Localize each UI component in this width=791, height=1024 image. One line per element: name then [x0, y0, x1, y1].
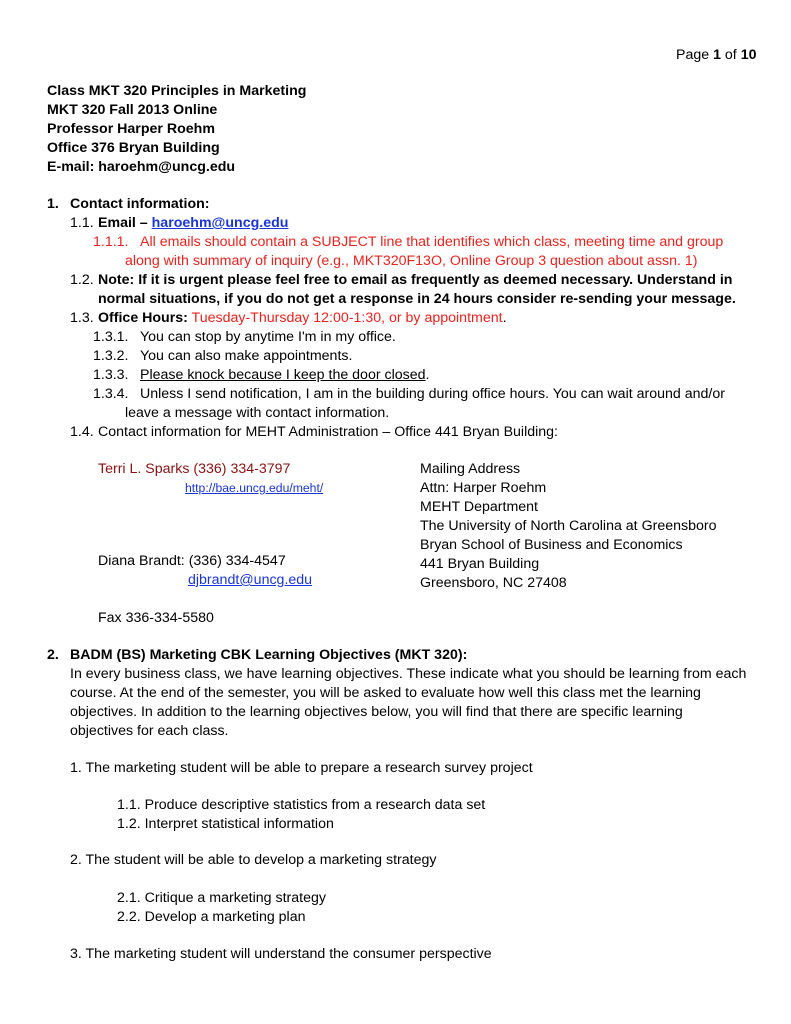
item-1-3-4-line2: leave a message with contact information. [125, 405, 390, 421]
page-number [676, 46, 756, 65]
mailing-address-line: Greensboro, NC 27408 [420, 575, 567, 591]
item-1-2-line1: Note: If it is urgent please feel free to email as frequently as deemed necessary. Understand in [98, 272, 733, 288]
objective-1-2: 1.2. Interpret statistical information [117, 816, 334, 832]
mailing-address-line: MEHT Department [420, 499, 539, 515]
item-1-4: Contact information for MEHT Administration – Office 441 Bryan Building: [98, 424, 558, 440]
email-label: Email – [98, 215, 152, 231]
section1-number: 1. [47, 196, 59, 212]
section1-title: Contact information: [70, 196, 210, 212]
item-1-3 [98, 309, 507, 328]
contact-terri: Terri L. Sparks (336) 334-3797 [98, 461, 291, 477]
item-1-3-3-number: 1.3.3. [93, 367, 129, 383]
mailing-address-line: 441 Bryan Building [420, 556, 540, 572]
item-1-3-2: You can also make appointments. [140, 348, 353, 364]
door-notice-period: . [425, 367, 430, 383]
office-hours-value: Tuesday-Thursday 12:00-1:30, or by appointment [187, 310, 503, 326]
objective-2-1: 2.1. Critique a marketing strategy [117, 890, 326, 906]
meht-website-link[interactable]: http://bae.uncg.edu/meht/ [185, 481, 324, 495]
diana-email-link[interactable]: djbrandt@uncg.edu [188, 572, 313, 588]
objective-3: 3. The marketing student will understand the consumer perspective [70, 946, 492, 962]
item-1-1-number: 1.1. [70, 215, 94, 231]
office-hours-label: Office Hours: [98, 310, 188, 326]
professor-email-link[interactable]: haroehm@uncg.edu [151, 215, 289, 231]
mailing-address-line: Bryan School of Business and Economics [420, 537, 683, 553]
objective-2: 2. The student will be able to develop a marketing strategy [70, 852, 437, 868]
item-1-1-1-line2: along with summary of inquiry (e.g., MKT320F13O, Online Group 3 question about assn. 1) [125, 253, 698, 269]
door-notice: Please knock because I keep the door closed [140, 367, 426, 383]
item-1-3-1: You can stop by anytime I'm in my office. [140, 329, 396, 345]
item-1-1 [98, 214, 288, 233]
course-term: MKT 320 Fall 2013 Online [47, 102, 218, 118]
item-1-4-number: 1.4. [70, 424, 94, 440]
mailing-address-line: The University of North Carolina at Greensboro [420, 518, 717, 534]
section2-paragraph-line: objectives. In addition to the learning objectives below, you will find that there are specific learning [70, 704, 683, 720]
page-total: 10 [740, 47, 757, 63]
item-1-1-1-number: 1.1.1. [93, 234, 129, 250]
objective-2-2: 2.2. Develop a marketing plan [117, 909, 306, 925]
mailing-address-line: Mailing Address [420, 461, 521, 477]
section2-paragraph-line: In every business class, we have learning objectives. These indicate what you should be learning from each [70, 666, 747, 682]
item-1-3-4-line1: Unless I send notification, I am in the building during office hours. You can wait around and/or [140, 386, 725, 402]
contact-diana: Diana Brandt: (336) 334-4547 [98, 553, 286, 569]
item-1-3-4-number: 1.3.4. [93, 386, 129, 402]
item-1-3-2-number: 1.3.2. [93, 348, 129, 364]
section2-title: BADM (BS) Marketing CBK Learning Objectives (MKT 320): [70, 647, 468, 663]
contact-fax: Fax 336-334-5580 [98, 610, 214, 626]
item-1-3-3 [140, 366, 429, 385]
course-email: E-mail: haroehm@uncg.edu [47, 159, 236, 175]
section2-number: 2. [47, 647, 59, 663]
mailing-address-line: Attn: Harper Roehm [420, 480, 547, 496]
item-1-2-line2: normal situations, if you do not get a response in 24 hours consider re-sending your message. [98, 291, 736, 307]
item-1-2-number: 1.2. [70, 272, 94, 288]
office-hours-period: . [502, 310, 507, 326]
objective-1-1: 1.1. Produce descriptive statistics from a research data set [117, 797, 486, 813]
course-professor: Professor Harper Roehm [47, 121, 215, 137]
item-1-1-1-line1: All emails should contain a SUBJECT line that identifies which class, meeting time and group [140, 234, 724, 250]
objective-1: 1. The marketing student will be able to prepare a research survey project [70, 760, 533, 776]
course-class: Class MKT 320 Principles in Marketing [47, 83, 307, 99]
course-office: Office 376 Bryan Building [47, 140, 220, 156]
page-current: 1 [713, 47, 721, 63]
item-1-3-number: 1.3. [70, 310, 94, 326]
section2-paragraph-line: course. At the end of the semester, you will be asked to evaluate how well this class met the learning [70, 685, 701, 701]
section2-paragraph-line: objectives for each class. [70, 723, 229, 739]
page-of: of [720, 47, 741, 63]
page-prefix: Page [676, 47, 714, 63]
item-1-3-1-number: 1.3.1. [93, 329, 129, 345]
